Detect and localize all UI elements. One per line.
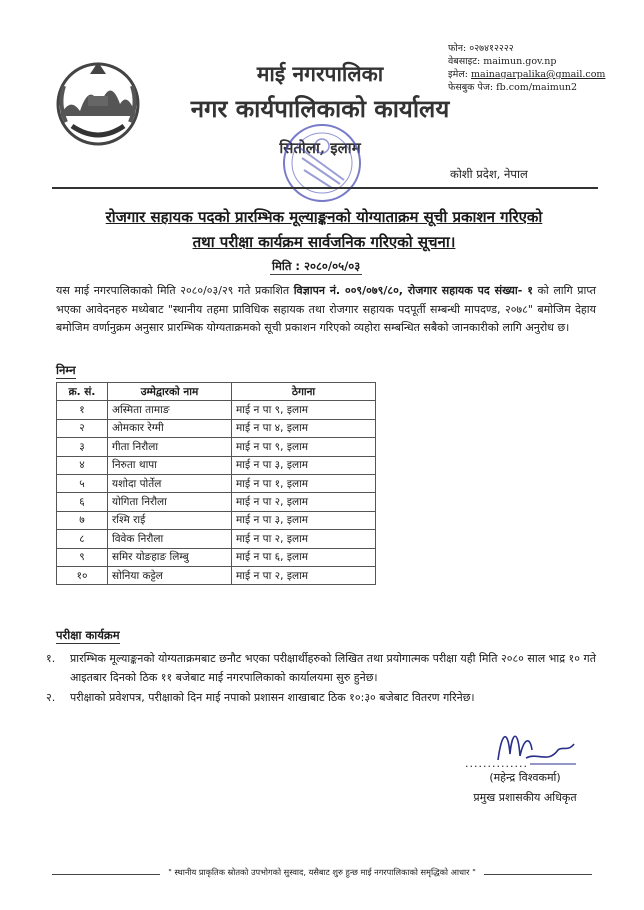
cell-serial: २ (57, 419, 108, 437)
cell-address: माई न पा ६, इलाम (232, 548, 376, 566)
province-text: कोशी प्रदेश, नेपाल (450, 167, 528, 181)
header-divider (52, 187, 598, 189)
col-header-serial: क्र. सं. (57, 383, 108, 401)
table-row (57, 419, 376, 437)
municipality-name: माई नगरपालिका (256, 61, 384, 86)
footer-slogan: " स्थानीय प्राकृतिक स्रोतको उपभोगको सुस्वाद, यसैबाट शुरु हुन्छ माई नगरपालिकाको समृद्धिको आधार " (168, 867, 476, 877)
cell-address: माई न पा ४, इलाम (232, 419, 376, 437)
table-header-row (57, 383, 376, 401)
table-row (57, 401, 376, 419)
notice-title-line1: रोजगार सहायक पदको प्रारम्भिक मूल्याङ्कनको योग्याताक्रम सूची प्रकाशन गरिएको (105, 208, 543, 226)
below-label: निम्न (56, 363, 76, 377)
cell-serial: ६ (57, 493, 108, 511)
office-stamp (272, 118, 372, 208)
table-row (57, 548, 376, 566)
cell-serial: १० (57, 566, 108, 584)
cell-name: विवेक निरौला (108, 530, 232, 548)
contact-block (448, 42, 605, 94)
cell-serial: ३ (57, 438, 108, 456)
cell-serial: ७ (57, 511, 108, 529)
cell-serial: ५ (57, 474, 108, 492)
cell-name: यशोदा पोर्तेल (108, 474, 232, 492)
table-row (57, 474, 376, 492)
signatory-title: प्रमुख प्रशासकीय अधिकृत (473, 791, 577, 804)
email-link[interactable]: mainagarpalika@gmail.com (471, 69, 606, 80)
list-item-text: प्रारम्भिक मूल्याङ्कनको योग्यताक्रमबाट छनौट भएका परीक्षार्थीहरुको लिखित तथा प्रयोगात्मक परीक्षा यही मिति २०८० साल भाद्र १० गते आइतबार दिनको ठिक ११ बजेबाट माई नगरपालिकाको कार्यालयमा सुरु हुनेछ। (70, 652, 596, 684)
cell-name: रश्मि राई (108, 511, 232, 529)
list-item-text: परीक्षाको प्रवेशपत्र, परीक्षाको दिन माई नपाको प्रशासन शाखाबाट ठिक १०:३० बजेबाट वितरण गरिनेछ। (70, 691, 475, 704)
signature-dots: .............. (465, 757, 528, 770)
table-row (57, 493, 376, 511)
table-row (57, 438, 376, 456)
email-line (448, 68, 605, 81)
cell-address: माई न पा ९, इलाम (232, 401, 376, 419)
exam-program-heading: परीक्षा कार्यक्रम (56, 628, 120, 642)
cell-name: गीता निरौला (108, 438, 232, 456)
notice-date: मिति : २०८०/०५/०३ (272, 259, 361, 273)
paragraph-part-c: को लागि प्राप्त भएका आवेदनहरु मध्येबाट "स्थानीय तहमा प्राविधिक सहायक तथा रोजगार सहायक पदपूर्ती सम्बन्धी मापदण्ड, २०७८" बमोजिम देहाय बमोजिम वर्णानुक्रम अनुसार प्रारम्भिक योग्यताक्रमको सूची प्रकाशन गरिएको व्यहोरा सम्बन्धित सबैको जानकारीको लागि अनुरोध छ। (56, 284, 597, 334)
notice-paragraph (56, 282, 596, 338)
paragraph-advert-ref: विज्ञापन नं. ००९/०७९/८०, रोजगार सहायक पद संख्या- १ (293, 284, 533, 297)
office-location: सिताेला, इलाम (279, 139, 361, 157)
cell-name: समिर योङहाङ लिम्बु (108, 548, 232, 566)
cell-address: माई न पा १, इलाम (232, 474, 376, 492)
table-row (57, 530, 376, 548)
cell-serial: ९ (57, 548, 108, 566)
col-header-name: उम्मेद्वारको नाम (108, 383, 232, 401)
candidate-table (56, 382, 376, 585)
office-name: नगर कार्यपालिकाको कार्यालय (190, 94, 450, 123)
cell-address: माई न पा ३, इलाम (232, 511, 376, 529)
notice-title-line2: तथा परीक्षा कार्यक्रम सार्वजनिक गरिएको सूचना। (192, 233, 456, 251)
exam-program-list (40, 650, 596, 710)
table-row (57, 456, 376, 474)
phone-text: फोन: ०२७४१२२२२ (448, 43, 514, 54)
paragraph-part-a: यस माई नगरपालिकाको मिति २०८०/०३/२९ गते प्रकाशित (56, 284, 294, 297)
cell-address: माई न पा २, इलाम (232, 530, 376, 548)
cell-name: ओमकार रेग्मी (108, 419, 232, 437)
cell-serial: १ (57, 401, 108, 419)
nepal-emblem-logo (50, 56, 146, 148)
cell-address: माई न पा ३, इलाम (232, 456, 376, 474)
footer-divider-left (52, 874, 160, 875)
website-text[interactable]: वेबसाइट: maimun.gov.np (448, 56, 557, 67)
cell-name: सोनिया कट्टेल (108, 566, 232, 584)
table-row (57, 511, 376, 529)
cell-serial: ८ (57, 530, 108, 548)
footer-divider-right (484, 874, 592, 875)
facebook-text[interactable]: फेसबुक पेज: fb.com/maimun2 (448, 82, 578, 93)
list-item-number: १. (46, 652, 56, 665)
list-item-number: २. (46, 691, 56, 704)
list-item (40, 650, 596, 687)
cell-name: योगिता निरौला (108, 493, 232, 511)
col-header-address: ठेगाना (232, 383, 376, 401)
list-item (40, 689, 596, 708)
signatory-name: (महेन्द्र विश्वकर्मा) (489, 771, 561, 784)
cell-name: अस्मिता तामाङ (108, 401, 232, 419)
table-row (57, 566, 376, 584)
email-label: इमेल: (448, 69, 472, 80)
cell-name: निरुता थापा (108, 456, 232, 474)
cell-address: माई न पा २, इलाम (232, 493, 376, 511)
cell-address: माई न पा २, इलाम (232, 566, 376, 584)
cell-address: माई न पा ९, इलाम (232, 438, 376, 456)
cell-serial: ४ (57, 456, 108, 474)
